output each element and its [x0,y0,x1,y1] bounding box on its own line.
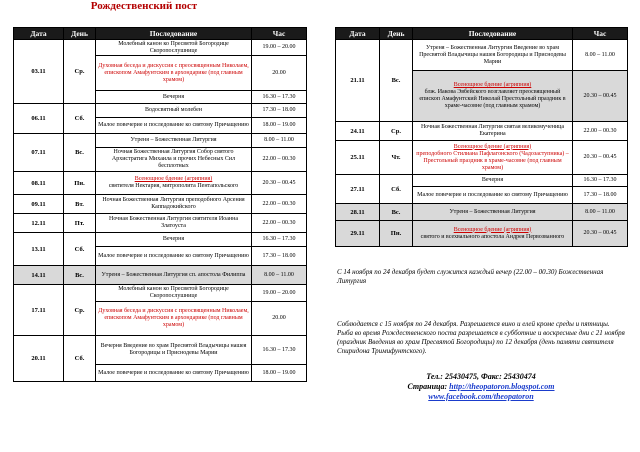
header-time: Час [573,28,628,40]
time-cell: 19.00 – 20.00 [252,285,307,302]
service-cell: Малое повечерие и последование ко святому Причащению [96,247,252,266]
service-text: святителя Нектария, митрополита Пентапольского [108,183,239,189]
time-cell: 22.00 – 00.30 [252,148,307,172]
date-cell: 07.11 [14,134,64,172]
vigil-label: Всенощное бдение (агрипния) [453,226,532,233]
service-cell [413,221,573,247]
schedule-table-left [13,27,307,382]
table-row [14,104,307,118]
service-cell: Водосвятный молебен [96,104,252,118]
date-cell: 21.11 [336,40,380,122]
service-cell: Молебный канон ко Пресвятой Богородице Скоропослушнице [96,285,252,302]
table-row [14,195,307,214]
table-row [336,204,628,221]
table-row [14,266,307,285]
date-cell: 29.11 [336,221,380,247]
advent-description: Соблюдается с 15 ноября по 24 декабря. Разрешается вино и елей кроме среды и пятницы. Рыба во время Рождественского поста разрешается в субботние и воскресные дни с 21 ноября (праздник Введения во храм Пресвятой Богородицы) по 12 декабря (день памяти святителя Спиридона Тримифунтского). [337,320,625,355]
header-service: Последование [413,28,573,40]
day-cell: Ср. [64,40,96,104]
service-cell: Вечерня [96,233,252,247]
time-cell: 22.00 – 00.30 [573,122,628,141]
date-cell: 12.11 [14,214,64,233]
day-cell: Сб. [64,336,96,382]
service-cell: Вечерня [413,175,573,187]
service-cell: Вечерня [96,91,252,104]
time-cell: 20.30 – 00.45 [573,221,628,247]
page-label: Страница: [407,382,448,391]
service-cell [413,141,573,175]
page-line [337,382,625,392]
day-cell: Сб. [64,233,96,266]
header-day: День [64,28,96,40]
time-cell: 16.30 – 17.30 [252,336,307,365]
time-cell: 20.30 – 00.45 [252,172,307,195]
date-cell: 28.11 [336,204,380,221]
service-cell: Вечерня Введение во храм Пресвятой Владычицы нашея Богородицы и Приснодевы Марии [96,336,252,365]
time-cell: 16.30 – 17.30 [252,91,307,104]
day-cell: Ср. [380,122,413,141]
time-cell: 16.30 – 17.30 [252,233,307,247]
header-date: Дата [336,28,380,40]
advent-liturgy-note: С 14 ноября по 24 декабря будет служится каждый вечер (22.00 – 00.30) Божественная Литургия [337,268,604,285]
table-row [14,285,307,302]
day-cell: Сб. [64,104,96,134]
service-cell: Духовная беседа и дискуссия с преосвященным Николаем, епископом Амафунтским в архондарике (под главным храмом) [96,56,252,91]
day-cell: Чт. [380,141,413,175]
day-cell: Вс. [64,266,96,285]
time-cell: 8.00 – 11.00 [573,40,628,71]
service-cell: Ночная Божественная Литургия святителя Иоанна Златоуста [96,214,252,233]
service-cell: Ночная Божественная Литургия преподобного Арсения Каппадокийского [96,195,252,214]
table-row [336,122,628,141]
table-row [336,40,628,71]
service-cell [413,71,573,122]
time-cell: 18.00 – 19.00 [252,365,307,382]
date-cell: 09.11 [14,195,64,214]
date-cell: 13.11 [14,233,64,266]
header-row [14,28,307,40]
header-time: Час [252,28,307,40]
time-cell: 22.00 – 00.30 [252,214,307,233]
header-day: День [380,28,413,40]
advent-title [0,0,640,12]
date-cell: 27.11 [336,175,380,204]
table-row [14,134,307,148]
header-date: Дата [14,28,64,40]
contacts-block [337,372,625,402]
vigil-label: Всенощное бдение (агрипния) [453,82,532,88]
table-row [336,141,628,175]
service-cell: Малое повечерие и последование ко святому Причащению [413,187,573,204]
service-cell: Утреня – Божественная Литургия [96,134,252,148]
service-cell: Утреня – Божественная Литургия сп. апостола Филиппа [96,266,252,285]
table-row [14,40,307,56]
vigil-label: Всенощное бдение (агрипния) [453,143,532,150]
date-cell: 24.11 [336,122,380,141]
time-cell: 20.30 – 00.45 [573,141,628,175]
time-cell: 19.00 – 20.00 [252,40,307,56]
service-cell: Малое повечерие и последование ко святому Причащению [96,365,252,382]
service-cell: Духовная беседа и дискуссия с преосвященным Николаем, епископом Амафунтским в архондарике (под главным храмом) [96,302,252,336]
time-cell: 8.00 – 11.00 [252,134,307,148]
service-cell: Утреня – Божественная Литургия [413,204,573,221]
vigil-label: Всенощное бдение (агрипния) [134,176,213,182]
service-cell: Утреня – Божественная Литургия Введение во храм Пресвятой Владычицы нашея Богородицы и Приснодевы Марии [413,40,573,71]
time-cell: 17.30 – 18.00 [252,104,307,118]
day-cell: Вс. [64,134,96,172]
time-cell: 20.00 [252,56,307,91]
time-cell: 20.00 [252,302,307,336]
service-cell: Молебный канон ко Пресвятой Богородице Скоропослушнице [96,40,252,56]
day-cell: Вс. [380,40,413,122]
table-row [14,172,307,195]
schedule-table-right [335,27,628,247]
service-text: блж. Иакова Эвбейского возглавляет преосвященный епископ Амафунтский Николай Престольный праздник в храме-часовне (под главным храмом) [419,89,566,109]
table-row [336,175,628,187]
advent-title-text: Рождественский пост [90,0,198,12]
table-row [336,221,628,247]
date-cell: 08.11 [14,172,64,195]
service-text: святого и всехвального апостола Андрея Первозванного [420,233,565,240]
service-cell: Ночная Божественная Литургия святая великомученица Екатерина [413,122,573,141]
service-cell: Ночная Божественная Литургия Собор святого Архистратига Михаила и прочих Небесных Сил бесплотных [96,148,252,172]
day-cell: Ср. [64,285,96,336]
date-cell: 25.11 [336,141,380,175]
date-cell: 03.11 [14,40,64,104]
service-text: преподобного Стилиана Пафлагонского (Чадозаступника) – Престольный праздник в храме-часовне (под главным храмом) [416,150,569,171]
day-cell: Пн. [380,221,413,247]
facebook-link[interactable]: www.facebook.com/theopatoron [428,392,534,401]
blog-link[interactable]: http://theopatoron.blogspot.com [449,382,555,391]
time-cell: 20.30 – 00.45 [573,71,628,122]
day-cell: Пт. [64,214,96,233]
date-cell: 20.11 [14,336,64,382]
table-row [14,214,307,233]
time-cell: 17.30 – 18.00 [252,247,307,266]
time-cell: 18.00 – 19.00 [252,118,307,134]
day-cell: Сб. [380,175,413,204]
date-cell: 17.11 [14,285,64,336]
header-row [336,28,628,40]
time-cell: 8.00 – 11.00 [573,204,628,221]
phone-fax: Тел.: 25430475, Факс: 25430474 [426,372,536,381]
date-cell: 06.11 [14,104,64,134]
table-row [14,336,307,365]
time-cell: 22.00 – 00.30 [252,195,307,214]
date-cell: 14.11 [14,266,64,285]
day-cell: Вт. [64,195,96,214]
time-cell: 16.30 – 17.30 [573,175,628,187]
header-service: Последование [96,28,252,40]
service-cell: Малое повечерие и последование ко святому Причащению [96,118,252,134]
time-cell: 17.30 – 18.00 [573,187,628,204]
day-cell: Вс. [380,204,413,221]
day-cell: Пн. [64,172,96,195]
service-cell [96,172,252,195]
time-cell: 8.00 – 11.00 [252,266,307,285]
table-row [14,233,307,247]
